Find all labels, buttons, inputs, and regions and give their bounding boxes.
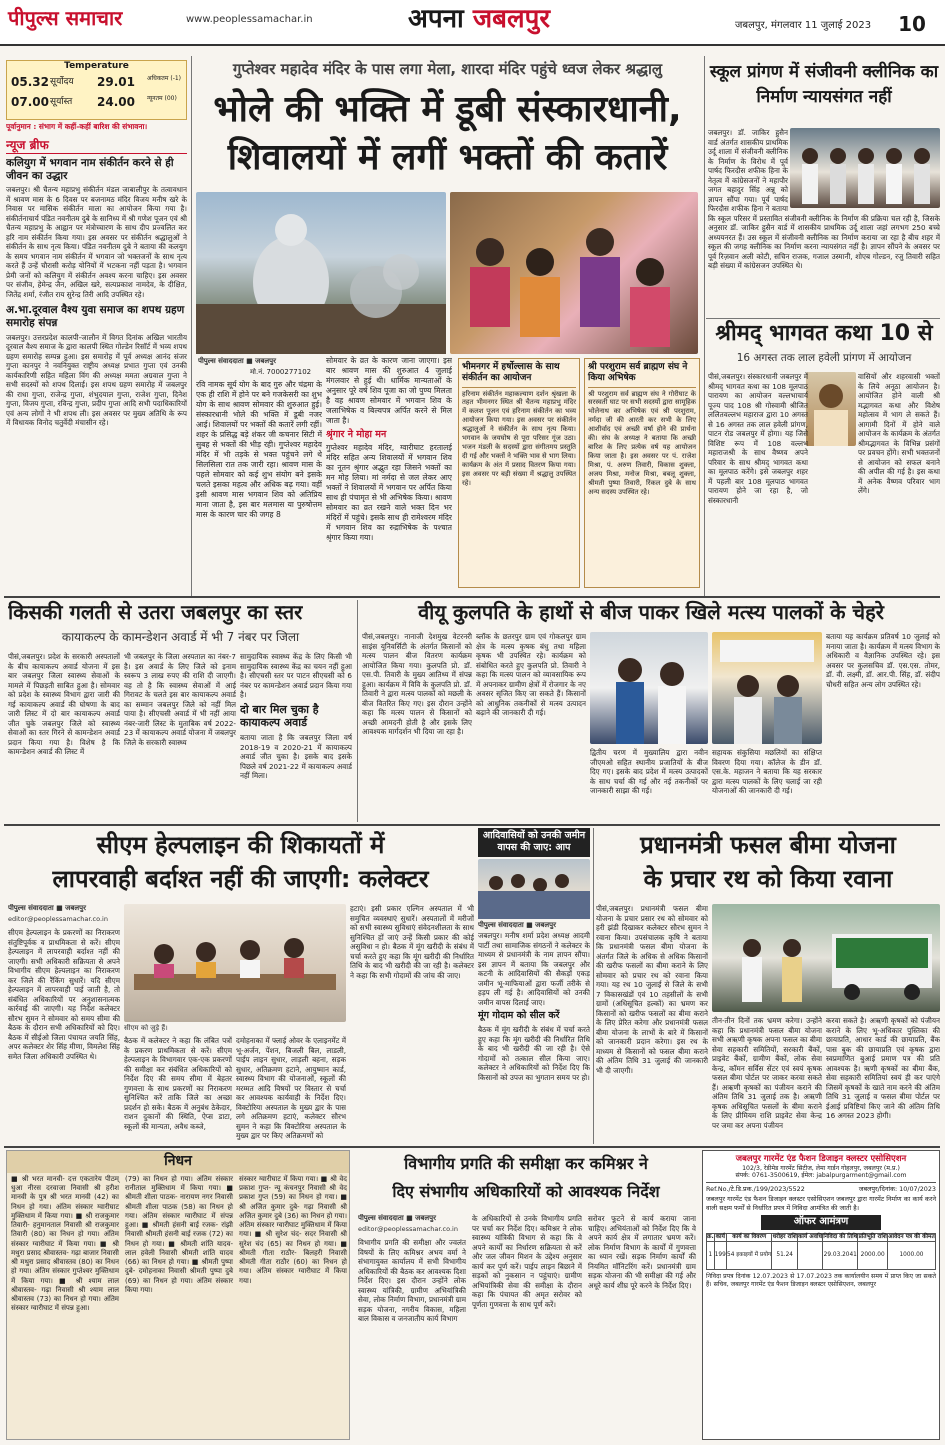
cm-helpline-headline-line2: लापरवाही बर्दाश्त नहीं की जाएगी: कलेक्टर — [52, 865, 429, 893]
tender-td: 199 — [714, 1241, 726, 1269]
lead-col2-bottom: गुप्तेश्वर महादेव मंदिर, ग्वारीघाट हरतालई मंदिर सहित अन्य शिवालयों में भगवान शिव का नूतन श्रृंगार अद्भुत रहा जिसने भक्तों का मन मोह लिया। मां नर्मदा से जल लेकर आए भक्तों ने शिवालयों में भगवान पर अर्पित किया साथ ही पंचामृत से भी अभिषेक किया। श्रावण सोमवार का व्रत रखने वाले भक्त दिन भर मंदिरों में पहुंचे। इसके साथ ही रामेश्वरम मंदिर में भगवान शिव का रुद्राभिषेक के पश्चात श्रृंगार किया गया। — [326, 442, 452, 543]
tender-ref-row — [706, 1185, 936, 1193]
fisheries-scene-1 — [590, 632, 708, 744]
sunrise-label: सूर्योदय — [50, 77, 74, 87]
review-col2: के अधिकारियों से उनके विभागीय प्रगति पर चर्चा कर निर्देश दिए। कमिश्नर ने लोक स्वास्थ्य यांत्रिकी विभाग से कहा कि वे अपने कार्यों का निर्धारण सक्रियता से करें और जल जीवन मिशन के उद्देश्य अनुसार कार्य कर पूर्ण करें। पाईप लाइन बिछाने में सड़कों को नुकसान न पहुंचाएं। ग्रामीण अभियांत्रिकी सेवा की समीक्षा के दौरान कहा कि पंचायत की अमृत सरोवर को पूर्णता गुणवत्ता के साथ पूर्ण करें। — [472, 1214, 582, 1309]
tender-th: कार्य — [715, 1233, 725, 1240]
nidhan-col3: संस्कार ग्वारीघाट में किया गया। ■ श्री वेद प्रकाश गुप्त- न्यू कंचनपुर निवासी श्री वेद प्रकाश गुप्त (59) का निधन हो गया। ■ श्री अजित कुमार दुबे- गढ़ा निवासी श्री अजित कुमार दुबे (36) का निधन हो गया। अंतिम संस्कार ग्वारीघाट मुक्तिधाम में किया गया। ■ श्री सुरेश चंद- सदर निवासी श्री सुरेश चंद (65) का निधन हो गया। ■ श्रीमती गीता राठौर- बिलहरी निवासी श्रीमती गीता राठौर (60) का निधन हो गया। अंतिम संस्कार ग्वारीघाट में किया गया। — [239, 1175, 347, 1285]
tender-td: 1000.00 — [887, 1241, 935, 1269]
fisheries-col4: सहायक संकुसिया मछलियों का संक्षिप्त विवरण दिया गया। कॉलेज के डीन डॉ. एस.के. महाजन ने बताया कि यह सरकार द्वारा मत्स्य पालकों के लिए चलाई जा रही योजनाओं की जानकारी दी गई। — [712, 748, 822, 795]
bhagwat-subhead: 16 अगस्त तक लाल हवेली प्रांगण में आयोजन — [736, 352, 912, 364]
tribal-subhead: मूंग गोदाम को सील करें — [478, 1010, 560, 1022]
pm-fasal-headline-line1: प्रधानमंत्री फसल बीमा योजना — [640, 831, 896, 859]
tender-address: 102/3, रेडीमेड गारमेंट सिटीज, लेमा गार्डन गोहलपुर, जबलपुर (म.प्र.) — [742, 1164, 900, 1172]
kayakalp-col3-bottom: बताया जाता है कि जबलपुर जिला वर्ष 2018-19 व 2020-21 में कायाकल्प अवार्ड जीत चुका है। इसके बाद इसके पिछले वर्ष 2021-22 में कायाकल्प अवार्ड नहीं मिला। — [240, 733, 352, 780]
pm-fasal-headline-line2: के प्रचार रथ को किया रवाना — [643, 865, 893, 893]
tender-th: प्रतिभूति राशि — [858, 1233, 887, 1240]
weather-forecast: पूर्वानुमान : संभाग में कहीं-कहीं बारिश की संभावना। — [6, 122, 148, 131]
bhagwat-headline: श्रीमद् भागवत कथा 10 से — [715, 321, 933, 346]
kayakalp-subhead2: दो बार मिल चुका है कायाकल्प अवार्ड — [240, 702, 319, 730]
tender-ref-no: Ref.No./टे.डि.प्रक./199/2023/5522 — [706, 1185, 805, 1194]
lead-headline — [195, 86, 700, 186]
tender-table — [706, 1233, 936, 1270]
tender-th: निविदा की तिथि — [823, 1233, 858, 1240]
tender-td: 51.24 — [772, 1241, 797, 1269]
bhimnagar-title: भीमनगर में हर्षोल्लास के साथ संकीर्तन का आयोजन — [462, 362, 576, 388]
bhagwat-col1: पीसं,जबलपुर। संस्कारधानी जबलपुर में श्रीमद् भागवत कथा का 108 मूलपाठ पारायण का आयोजन वल्लभाचार्य पूज्य पाद 108 श्री गोस्वामी श्रीजित ललितवल्लभ महाराज द्वारा 10 अगस्त से 16 अगस्त तक लाल हवेली प्रांगण, पाटन रोड जबलपुर में होगा। यह जिसे विशिष्ट रूप में 108 वल्लभ महाराजश्री के साथ वैष्णव अपने परिवार के साथ श्रीमद् भागवत कथा का मूलपाठ करेंगे। इसे जबलपुर शहर में पहली बार 108 मूलपाठ भागवत पारायण होने जा रहा है, जो संस्कारधानी — [708, 372, 808, 505]
min-label: न्यूनतम (00) — [147, 95, 177, 102]
max-label: अधिकतम (-1) — [147, 75, 182, 82]
sunrise-time: 05.32 — [11, 75, 49, 89]
dateline: जबलपुर, मंगलवार 11 जुलाई 2023 — [735, 20, 872, 31]
tender-td — [797, 1241, 822, 1269]
brief-item2-body: जबलपुर। उत्तरप्रदेश कालपी-जालौन में विगत दिनांक अखिल भारतीय दूरवाल वैश्य समाज के द्वारा कालपी स्थित गोल्डेन रिसॉर्ट में भव्य शपथ ग्रहण समारोह सम्पन्न हुआ। इस समारोह में पूर्व अध्यक्ष आनंद संजर गुप्ता कानपुर ने नवनियुक्त राष्ट्रीय अध्यक्ष प्रभात गुप्ता एवं उनकी कार्यकारिणी सहित महिला विंग की अध्यक्ष ममता अग्रवाल गुप्ता ने सभी सदस्यों को शपथ दिलाई। इस शपथ ग्रहण समारोह में जबलपुर की राधा गुप्ता, राजेन्द्र गुप्ता, शंभुदयाल गुप्ता, राजेश गुप्ता, दिनेश गुप्ता, विजय गुप्ता, रविन्द्र गुप्ता, प्रदीप गुप्ता आदि सभी पदाधिकारियों एवं अन्य लोगों ने भी शपथ ली। इस अवसर पर मुख्य अतिथि के रूप में विधायक विनोद चतुर्वेदी मंचासीन रहे। — [6, 332, 187, 427]
cm-helpline-headline-line1: सीएम हेल्पलाइन की शिकायतों में — [96, 831, 385, 859]
tender-table-row — [707, 1241, 936, 1269]
tribal-photo — [478, 859, 590, 919]
lead-kicker: गुप्तेश्वर महादेव मंदिर के पास लगा मेला, शारदा मंदिर पहुंचे ध्वज लेकर श्रद्धालु — [232, 60, 663, 78]
pm-fasal-col2: तीन-तीन दिनों तक भ्रमण करेगा। उन्होंने कहा कि प्रधानमंत्री फसल बीमा योजना सभी अऋणी कृषक अपना फसल का बीमा सेवा सहकारी समितियों, सरकारी बैंकों, प्राइवेट बैंकों, ग्रामीण बैंकों, लोक सेवा केन्द्र, कॉमन सर्विस सेंटर एवं स्वयं कृषक फसल बीमा पोर्टल पर जाकर करवा सकते हैं। अऋणी कृषकों का पंजीयन कराने की अंतिम तिथि 31 जुलाई तक है। अऋणी कृषक अधिसूचित फसलों के बीमा कराने के लिए प्रीमियम राशि प्राइवेट सेवा केन्द्र पर जमा कर अपना पंजीयन — [712, 1016, 822, 1130]
tribal-box — [478, 828, 590, 1144]
weather-box — [6, 60, 187, 120]
shiva-statue-photo — [196, 192, 446, 354]
brand-logo: पीपुल्स समाचार — [8, 6, 123, 30]
cm-helpline-col2: बैठक में कलेक्टर ने कहा कि लंबित पत्रों के प्रकरण प्राथमिकता से करें। सीएम हेल्पलाइन के विभागवार एक-एक प्रकरणों की समीक्षा कर संबंधित अधिकारियों को निर्देश दिए की समय सीमा में बेहतर गुणवत्ता के साथ प्रकरणों का निराकरण सुनिश्चित करें ताकि जिले का अच्छा प्रदर्शन हो सके। बैठक में अनुबंध ठेकेदार, राशन दुकानों की स्थिति, ऐप्स डाटा, स्कूलों की मान्यता, अवैध कब्जे, — [124, 1036, 232, 1131]
tender-contact: संपर्क: 0761-3500619, ईमेल: jabalpurgarment@gmail.com — [706, 1172, 936, 1183]
devotees-illustration — [450, 192, 698, 354]
tribal-body2: बैठक में मूंग खरीदी के संबंध में चर्चा करते हुए कहा कि मूंग खरीदी की निर्धारित तिथि के बाद भी खरीदी की जा रही है। ऐसे गोदामों को तत्काल सील किया जाए। कलेक्टर ने अधिकारियों को निर्देश दिए कि किसानों को उपज का भुगतान समय पर हो। — [478, 1025, 590, 1082]
tender-offer-heading: ऑफर आमंत्रण — [761, 1215, 881, 1230]
masthead — [0, 0, 945, 46]
parshuram-box — [584, 358, 700, 588]
tender-footer: निविदा प्रपत्र दिनांक 12.07.2023 से 17.07.2023 तक कार्यालयीन समय में प्राप्त किए जा सकते हैं। सचिव, जबलपुर गारमेंट एंड फैशन डिजाइन क्लस्टर एसोसिएशन, जबलपुर — [706, 1272, 936, 1288]
bhimnagar-body: हरिनाम संकीर्तन महाकल्याण दर्शन श्रृंखला के तहत भीमनगर स्थित श्री चैतन्य महाप्रभु मंदिर में कलश पूजन एवं हरिनाम संकीर्तन का भव्य आयोजन किया गया। इस अवसर पर संकीर्तन श्रद्धालुओं ने संकीर्तन के साथ नृत्य किया। भगवान के जयघोष से पूरा परिसर गूंज उठा। भजन मंडली के सदस्यों द्वारा संगीतमय प्रस्तुति दी गई और भक्तों ने भक्ति भाव से भाग लिया। कार्यक्रम के अंत में प्रसाद वितरण किया गया। इस अवसर पर बड़ी संख्या में श्रद्धालु उपस्थित रहे। — [462, 389, 576, 488]
fisheries-photo-2 — [712, 632, 822, 744]
campaign-vehicle-illustration — [712, 904, 940, 1012]
fisheries-col2: ब्लॉक के छतरपुर ग्राम एवं गोकलपुर ग्राम क्षेत्र के मत्स्य कृषक बंधु तथा महिला कृषक भी उपस्थित रहे। कार्यक्रम को संबोधित करते हुए कुलपति प्रो. तिवारी ने कहा कि मत्स्य पालन को व्यावसायिक रूप में अपनाकर ग्रामीण क्षेत्रों में रोजगार के नए अवसर सृजित किए जा सकते हैं। किसानों को आधुनिक तकनीकों से मत्स्य उत्पादन बढ़ाने की जानकारी दी गई। — [476, 632, 586, 717]
pm-fasal-col3: करवा सकते है। अऋणी कृषकों को पंजीयन कराने के लिए भू-अधिकार पुस्तिका की छायाप्रति, आधार कार्ड की छायाप्रति, बैंक पास बुक की छायाप्रति एवं कृषक द्वारा स्वप्रमाणित बुआई प्रमाण पत्र की प्रति आवश्यक है। ऋणी कृषकों का बीमा बैंक, सेवा सहकारी समितियां स्वयं ही कर पाएंगे जिसमें कृषकों के खाते नाम करने की अंतिम तिथि 31 जुलाई व फसल बीमा पोर्टल पर ईआई प्रविष्टियां किए जाने की अंतिम तिथि 16 अगस्त 2023 होगी। — [826, 1016, 940, 1120]
kayakalp-col2: भी जबलपुर के जिला अस्पताल का नंबर-7 है। इस अवार्ड के लिए जिले को इनाम स्वरूप 3 लाख रुपए की राशि दी जाएगी। वह तो है कि स्वास्थ्य सेवाओं में आई गिरावट के चलते इस बार कायाकल्प अवार्ड का सम्मान जबलपुर जिले को नहीं मिल पाया है। सीएचसी अवार्ड में भी नहीं आया नंबर-जारी लिस्ट के मुताबिक वर्ष 2022-23 में कायाकल्प अवार्ड योजना में जबलपुर जिले के सरकारी स्वास्थ्य — [124, 652, 236, 747]
tender-notice — [702, 1150, 940, 1440]
news-brief — [6, 138, 187, 598]
kayakalp-subhead: कायाकल्प के कामन्डेशन अवार्ड में भी 7 नंबर पर जिला — [61, 630, 300, 644]
bhimnagar-box — [458, 358, 580, 588]
cm-helpline-byline: पीपुल्स संवाददाता ■ जबलपुर — [8, 904, 86, 912]
pm-fasal-photo — [712, 904, 940, 1012]
lead-col1: रवि नामक सूर्य योग के बाद गुरु और चंद्रमा के एक ही राशि में होने पर बने गजकेसरी का शुभ योग के साथ श्रावण सोमवार की शुरुआत हुई। संस्कारधानी भोले की भक्ति में डूबी नजर आई। शिवालयों पर भक्तों की कतारें लगी रहीं। शहर के प्रसिद्ध बड़े शंकर जी कचनार सिटी में सुबह से भक्तों की भीड़ रही। गुप्तेश्वर महादेव मंदिर में भी तड़के से भक्त पहुंचने लगे थे सिलसिला रात तक जारी रहा। श्रावण मास के पहले सोमवार को कई शुभ संयोग बने इसके चलते इसका महत्व और अधिक बढ़ गया। वहीं इसी श्रावण मास भगवान शिव को अतिप्रिय माना जाता है, इस बार मलमास या पुरुषोत्तम मास के कारण चार की जगह 8 — [196, 380, 322, 520]
kayakalp-headline: किसकी गलती से उतरा जबलपुर का स्तर — [8, 600, 303, 624]
cm-helpline-col4: हटाएं। इसी प्रकार एल्गिन अस्पताल में भी समुचित व्यवस्थाएं सुधारें। अस्पतालों में मरीजों को सभी स्वास्थ्य सुविधाएं संवेदनशीलता के साथ सुनिश्चित हों जाएं उन्हें किसी प्रकार की कोई असुविधा न हो। बैठक में मूंग खरीदी के संबंध में चर्चा करते हुए कहा कि मूंग खरीदी की निर्धारित तिथि के बाद भी खरीदी की जा रही है। कलेक्टर ने कहा कि सभी गोदामों की जांच की जाए। — [350, 904, 474, 980]
tender-td: 1 — [707, 1241, 715, 1269]
tender-table-header — [707, 1233, 936, 1241]
bhagwat-speaker-photo — [806, 372, 856, 446]
sunset-label: सूर्यास्त — [50, 97, 73, 107]
speaker-portrait — [806, 372, 856, 446]
tender-td: 29.03.2041 — [823, 1241, 858, 1269]
lead-col2-top: सोमवार के व्रत के कारण जाना जाएगा। इस बार श्रावण मास की शुरुआत 4 जुलाई मंगलवार से हुई थी। धार्मिक मान्यताओं के अनुसार पूरे वर्ष शिव पूजा का जो पुण्य मिलता है वह श्रावण सोमवार में भगवान शिव के जलाभिषेक व बिल्वपत्र अर्पित करने से मिल जाता है। — [326, 356, 452, 426]
lead-headline-line2: शिवालयों में लगीं भक्तों की कतारें — [227, 137, 668, 178]
section-title-part2: जबलपुर — [472, 4, 551, 34]
bhagwat-col2: वासियों और शहरवासी भक्तों के लिये अनूठा आयोजन है। आयोजित होने वाली श्री मद्भागवत कथा और विशेष महोत्सव में भाग ले सकते हैं। आगामी दिनों में होने वाले आयोजन के कार्यक्रम के अंतर्गत श्रीमद्भागवत के विभिन्न प्रसंगों पर प्रवचन होंगे। सभी भक्तजनों से आयोजन को सफल बनाने की अपील की गई है। इस कथा में अनेक वैष्णव परिवार भाग लेंगे। — [858, 372, 940, 495]
review-email: editor@peoplessamachar.co.in — [358, 1225, 458, 1233]
nidhan-col2: (79) का निधन हो गया। अंतिम संस्कार रानीताल मुक्तिधाम में किया गया। ■ श्रीमती शीला पाठक- नारायण नगर निवासी श्रीमती शीला पाठक (58) का निधन हो गया। अंतिम संस्कार ग्वारीघाट में संपन्न हुआ। ■ श्रीमती हंसनी बाई रजक- रांझी निवासी श्रीमती हंसनी बाई रजक (72) का निधन हो गया। ■ श्रीमती शांति यादव- लाल हवेली निवासी श्रीमती शांति यादव (66) का निधन हो गया। ■ श्रीमती पुष्पा दुबे- दमोहनाका निवासी श्रीमती पुष्पा दुबे (69) का निधन हो गया। अंतिम संस्कार किया गया। — [125, 1175, 233, 1294]
section-title-part1: अपना — [408, 4, 464, 34]
review-headline — [356, 1150, 696, 1210]
fisheries-scene-2 — [712, 632, 822, 744]
photo-float — [788, 128, 940, 212]
review-headline-line2: दिए संभागीय अधिकारियों को आवश्यक निर्देश — [392, 1182, 660, 1201]
nidhan-box — [6, 1150, 350, 1440]
review-byline: पीपुल्स संवाददाता ■ जबलपुर — [358, 1214, 436, 1222]
website: www.peoplessamachar.in — [186, 14, 313, 25]
lead-phone: मो.नं. 7000277102 — [250, 368, 312, 376]
brief-item1-body: जबलपुर। श्री चैतन्य महाप्रभु संकीर्तन मंडल जाबालीपुर के तत्वावधान में श्रावण मास के 6 दिवस पर बजनामठ मंदिर विजय मनीष खरे के निवास पर मासिक संकीर्तन माला का आयोजन किया गया है। संकीर्तनाचार्य पंडित नवनीतम दुबे के सानिध्य में श्री गणेश पूजन एवं श्री चैतन्य महाप्रभु के आह्वान पर मंत्रोच्चारण के साथ दीप प्रज्वलित कर हरि नाम संकीर्तन किया गया। इस अवसर पर संकीर्तन श्रद्धालुओं ने संकीर्तन के साथ नृत्य किया। पंडित नवनीतम दुबे ने बताया की कलयुग के समय भगवान नाम संकीर्तन में भगवान जो भक्तजनों के साथ नृत्य करते हैं उन्हें चौरासी करोड़ योनियों में भटकना नहीं पड़ता है। भगवान प्रेमी जनों को कलियुग में संकीर्तन अवश्य करना चाहिए। इस अवसर पर संजीव, हेमेन्द्र जैन, अखिल खरे, सत्यप्रकाश नामदेव, के दीक्षित, जितेंद्र शर्मा, रंजीत राय सुरेन्द्र तिरी आदि उपस्थित रहे। — [6, 185, 187, 299]
lead-col2 — [326, 356, 452, 586]
lead-subhead-shringar: श्रृंगार ने मोहा मन — [326, 429, 387, 441]
lead-headline-line1: भोले की भक्ति में डूबी संस्कारधानी, — [213, 89, 682, 130]
tender-th: क्र. — [707, 1233, 714, 1240]
news-brief-label: न्यूज ब्रीफ — [6, 138, 187, 154]
review-col1: विभागीय प्रगति की समीक्षा और ज्वलंत विषयों के लिए कमिश्नर अभय वर्मा ने संभागायुक्त कार्यालय में सभी विभागीय अधिकारियों की बैठक कर आवश्यक दिशा निर्देश दिए। इस दौरान उन्होंने लोक स्वास्थ्य यांत्रिकी, ग्रामीण अभियांत्रिकी सेवा, लोक निर्माण विभाग, प्रधानमंत्री ग्राम सड़क योजना, नगरीय विकास, महिला बाल विकास व जनजातीय कार्य विभाग — [358, 1238, 466, 1323]
tender-intro: जबलपुर गारमेंट एंड फैशन डिजाइन क्लस्टर एसोसिएशन जबलपुर द्वारा गारमेंट निर्माण का कार्य करने वाली सक्षम फर्मों से निर्धारित प्रपत्र में निविदा आमंत्रित की जाती है। — [706, 1195, 936, 1212]
min-temp: 24.00 — [97, 95, 135, 109]
fisheries-col5: बताया यह कार्यक्रम प्रतिवर्ष 10 जुलाई को मनाया जाता है। कार्यक्रम में मत्स्य विभाग के अधिकारी व वैज्ञानिक उपस्थित रहे। इस अवसर पर कुलसचिव डॉ. एस.एस. तोमर, डॉ. वी. लक्ष्मी, डॉ. आर.पी. सिंह, डॉ. संदीप चौधरी सहित अन्य लोग उपस्थित रहे। — [826, 632, 940, 689]
lead-byline: पीपुल्स संवाददाता ■ जबलपुर — [198, 357, 276, 365]
tender-th: कार्य अवधि — [797, 1233, 823, 1240]
kayakalp-col3-top: सामुदायिक स्वास्थ्य केंद्र के लिए किसी भी सामुदायिक स्वास्थ्य केंद्र का चयन नहीं हुआ है। सीएचसी स्तर पर पाटन सीएचसी को 6 नंबर पर कामन्डेशन अवार्ड प्रदान किया गया है। — [240, 652, 352, 699]
fisheries-photo-1 — [590, 632, 708, 744]
cm-helpline-col3: दमोहनाका में फ्लाई ओवर के एलाइनमेंट में भू-अर्जन, पेंशन, बिजली बिल, लाडली, पाईप लाइन सुधार, लाड़ली बहना, सड़क सुधार, अतिक्रमण हटाने, आयुष्मान कार्ड, स्वास्थ्य विभाग की योजनाओं, स्कूलों की मरम्मत आदि विषयों पर विस्तार से चर्चा कर आवश्यक कार्यवाही के निर्देश दिए। विक्टोरिया अस्पताल के मुख्य द्वार के पास लगे अतिक्रमण हटाएं, कलेक्टर सौरभ सुमन ने कहा कि विक्टोरिया अस्पताल के मुख्य द्वार पर किए अतिक्रमणों को — [236, 1036, 346, 1140]
pm-fasal-headline — [596, 828, 940, 900]
section-title — [408, 3, 550, 36]
brief-item2-headline: अ.भा.दूरवाल वैश्य युवा समाज का शपथ ग्रहण समारोह संपन्न — [6, 304, 185, 330]
sunset-time: 07.00 — [11, 95, 49, 109]
devotees-photo — [450, 192, 698, 354]
fisheries-col1: पीसं,जबलपुर। नानाजी देशमुख वेटरनरी साइंस यूनिवर्सिटी के अंतर्गत किसानों को मत्स्य पालन बीज वितरण कार्यक्रम आयोजित किया गया। कुलपति प्रो. डॉ. एस.पी. तिवारी के मुख्य आतिथ्य में संपन्न हुआ। कार्यक्रम में विवि के कुलपति प्रो. डॉ. तिवारी ने द्वारा मत्स्य पालकों को मछली के बीज वितरित किए गए। इस दौरान उन्होंने कहा कि मत्स्य पालन से किसानों को अच्छी आमदनी होती है और इसके लिए आवश्यक मार्गदर्शन भी दिया जा रहा है। — [362, 632, 472, 736]
meeting-room-illustration — [124, 904, 346, 1022]
max-temp: 29.01 — [97, 75, 135, 89]
brief-item1-headline: कलियुग में भगवान नाम संकीर्तन करने से ही जीवन का उद्धार — [6, 157, 174, 183]
review-col3: सरोवर फूटने से कार्य कराया जाना चाहिए। अभियंताओं को निर्देश दिए कि वे अपने कार्य क्षेत्र में लगातार भ्रमण करें। लोक निर्माण विभाग के कार्यों में गुणवत्ता का ध्यान रखें। सड़क निर्माण कार्यों की नियमित मॉनिटरिंग करें। प्रधानमंत्री ग्राम सड़क योजना की भी समीक्षा की गई और अधूरे कार्य शीघ्र पूरे करने के निर्देश दिए। — [588, 1214, 696, 1290]
cm-helpline-meeting-photo — [124, 904, 346, 1022]
tender-th: धरोहर राशि — [772, 1233, 797, 1240]
tender-th: आवेदन पत्र की कीमत — [888, 1233, 935, 1240]
nidhan-heading: निधन — [7, 1151, 349, 1173]
tribal-body: जबलपुर। मनीष शर्मा प्रदेश अध्यक्ष आदमी पार्टी तथा सामाजिक संगठनों ने कलेक्टर के माध्यम से प्रधानमंत्री के नाम ज्ञापन सौंपा। इस ज्ञापन में बताया कि जबलपुर और कटनी के आदिवासियों की सैकड़ों एकड़ जमीन भू-माफियाओं द्वारा फर्जी तरीके से हड़प ली गई है। आदिवासियों को उनकी जमीन वापस दिलाई जाए। — [478, 931, 590, 1007]
cm-helpline-headline — [8, 828, 473, 900]
tender-org: जबलपुर गारमेंट एंड फैशन डिजाइन क्लस्टर एसोसिएशन — [735, 1154, 907, 1164]
sanjeevani-body: जबलपुर। डॉ. जाकिर हुसैन वार्ड अंतर्गत शासकीय प्राथमिक उर्दू शाला में संजीवनी क्लीनिक के निर्माण के विरोध में पूर्व पार्षद फिरदौस शफीक हिना के नेतृत्व में कांग्रेसजनों ने महापौर जगत बहादुर सिंह अन्नू को ज्ञापन सौंपा गया। पूर्व पार्षद फिरदौस शफीक हिना ने बताया कि स्कूल परिसर में प्रस्तावित संजीवनी क्लीनिक के निर्माण की प्रक्रिया चल रही है, जिसके अनुसार डॉ. जाकिर हुसैन वार्ड में शासकीय प्राथमिक उर्दू शाला जहां लगभग 250 बच्चे अध्ययनरत हैं। उस स्कूल में संजीवनी क्लीनिक का निर्माण कराया जा रहा है बीच शहर में स्कूल की जगह क्लीनिक का निर्माण करना न्यायसंगत नहीं है। ज्ञापन सौंपने के अवसर पर पूर्व रिज़वान अली कोटी, सचिन राजक, गजाल उस्मानी, शोएब गोल्डन, रजु तिवारी सहित बड़ी संख्या में कांग्रेसजन उपस्थित थे। — [708, 128, 940, 270]
tender-td: 2000.00 — [858, 1241, 888, 1269]
review-headline-line1: विभागीय प्रगति की समीक्षा कर कमिश्नर ने — [404, 1154, 648, 1173]
kayakalp-col3 — [240, 652, 352, 822]
cm-helpline-photo-caption: सीएम को जुड़े हैं। — [124, 1024, 168, 1032]
fisheries-col3: द्वितीय चरण में मुख्यालिय द्वारा नवीन जीएमओ सहित स्थानीय प्रजातियों के बीज दिए गए। इसके बाद प्रदेश में मत्स्य उत्पादकों के साथ चर्चा की गई और नई तकनीकों पर जानकारी साझा की गई। — [590, 748, 708, 795]
parshuram-title: श्री परशुराम सर्व ब्राह्मण संघ ने किया अभिषेक — [588, 362, 696, 388]
tribal-crowd-illustration — [478, 859, 590, 919]
nidhan-col1: ■ श्री भरत मानवी- दत्त एकतारेय पीठम् धुआ नीरस दरवाजा निवासी श्री हरीश मानवी के पुत्र श्री भरत मानवी (42) का निधन हो गया। अंतिम संस्कार ग्वारीघाट मुक्तिधाम में किया गया। ■ श्री राजकुमार तिवारी- हनुमानताल निवासी श्री राजकुमार तिवारी (80) का निधन हो गया। अंतिम संस्कार ग्वारीघाट में किया गया। ■ श्री मथुरा प्रसाद श्रीवास्तव- गढ़ा बाजार निवासी श्री मथुरा प्रसाद श्रीवास्तव (80) का निधन हो गया। अंतिम संस्कार गुप्तेश्वर मुक्तिधाम में किया गया। ■ श्री श्याम लाल श्रीवास्तव- गढ़ा निवासी श्री श्याम लाल श्रीवास्तव (73) का निधन हो गया। अंतिम संस्कार ग्वारीघाट में संपन्न हुआ। — [11, 1175, 119, 1313]
fisheries-headline: वीयू कुलपति के हाथों से बीज पाकर खिले मत्स्य पालकों के चेहरे — [418, 600, 884, 624]
tribal-byline: पीपुल्स संवाददाता ■ जबलपुर — [478, 920, 556, 929]
shiva-statue-illustration — [196, 192, 446, 354]
page-number: 10 — [898, 12, 926, 36]
cm-helpline-col1: सीएम हेल्पलाइन के प्रकरणों का निराकरण संतुष्टिपूर्वक व प्राथमिकता से करें। सीएम हेल्पलाइन में लापरवाही बर्दाश्त नहीं की जाएगी। सभी अधिकारी सक्रियता से अपने विभागीय सीएम हेल्पलाइन का निराकरण कर जिले की रैंकिंग सुधारें। यदि सीएम हेल्पलाइन में लापरवाही पाई जाती है, तो संबंधित अधिकारियों पर अनुशासनात्मक कार्रवाई की जाएगी। यह निर्देश कलेक्टर सौरभ सुमन ने सोमवार को समय सीमा की बैठक के दौरान सभी अधिकारियों को दिए। बैठक में सीईओ जिला पंचायत जयति सिंह, अपर कलेक्टर शेर सिंह मीणा, विमलेश सिंह समेत जिला अधिकारी उपस्थित थे। — [8, 928, 120, 1061]
parshuram-body: श्री परशुराम सर्व ब्राह्मण संघ ने गोरीघाट के सरस्वती घाट पर सभी सदस्यों द्वारा सामूहिक भोलेनाथ का अभिषेक एवं श्री परशुराम, नर्मदा जी की आरती कर सभी के लिए आशीर्वाद एवं अच्छी वर्षा होने की प्रार्थना की। संघ के अध्यक्ष ने बताया कि अच्छी बारिश के लिए प्रत्येक वर्ष यह आयोजन किया जाता है। इस अवसर पर पं. राजेश मिश्रा, पं. अरुण तिवारी, विकास शुक्ला, अजय मिश्रा, मनोज मिश्रा, बबलू शुक्ला, श्रीमती पुष्पा तिवारी, रिंकल दुबे के साथ अन्य सदस्य उपस्थित रहे। — [588, 389, 696, 497]
tender-th: कार्य का विवरण — [726, 1233, 772, 1241]
sanjeevani-headline: स्कूल प्रांगण में संजीवनी क्लीनिक का निर्माण न्यायसंगत नहीं — [709, 62, 939, 107]
cm-helpline-email: editor@peoplessamachar.co.in — [8, 915, 108, 923]
weather-heading: Temperature — [64, 61, 129, 71]
tender-ref-date: जबलपुर/दिनांक: 10/07/2023 — [858, 1185, 936, 1194]
tribal-title: आदिवासियों को उनकी जमीन वापस की जाए: आप — [478, 828, 590, 857]
pm-fasal-col1: पीसं,जबलपुर। प्रधानमंत्री फसल बीमा योजना के प्रचार प्रसार रथ को सोमवार को हरी झंडी दिखाकर कलेक्टर सौरभ सुमन ने रवाना किया। उपसंचालक कृषि ने बताया कि प्रधानमंत्री फसल बीमा योजना के अंतर्गत जिले के अधिक से अधिक किसानों की खरीफ फसलों का बीमा कराने के लिए सोमवार को प्रचार रथ को रवाना किया गया। यह रथ 10 जुलाई से जिले के सभी 7 विकासखंडों एवं 10 तहसीलों के सभी ग्रामों (अधिसूचित हल्कों) का भ्रमण कर किसानों को खरीफ फसलों का बीमा कराने के लिए प्रेरित करेगा और प्रधानमंत्री फसल बीमा योजना के लाभों के बारे में किसानों को जानकारी प्रदान करेगा। इस रथ के माध्यम से किसानों को फसल बीमा कराने की अंतिम तिथि 31 जुलाई की जानकारी भी दी जाएगी। — [596, 904, 708, 1075]
tender-td: 54 इकाइयों में प्रयोग — [726, 1241, 772, 1269]
kayakalp-col1: पीसं,जबलपुर। प्रदेश के सरकारी अस्पतालों के बीच कायाकल्प अवार्ड योजना में इस बार जबलपुर जिला स्वास्थ्य सेवाओं के मामले में पिछड़ती साबित हुआ है। सोमवार को प्रदेश के स्वास्थ्य विभाग द्वारा जारी की गई कायाकल्प अवार्ड की घोषणा के बाद जारी लिस्ट में दो बार कायाकल्प अवार्ड जीत चुके जबलपुर जिले को स्वास्थ्य सेवाओं का स्तर गिरने से कामन्डेशन अवार्ड प्रदान किया गया है। विशेष है कि कामन्डेशन अवार्ड की लिस्ट में — [8, 652, 120, 756]
